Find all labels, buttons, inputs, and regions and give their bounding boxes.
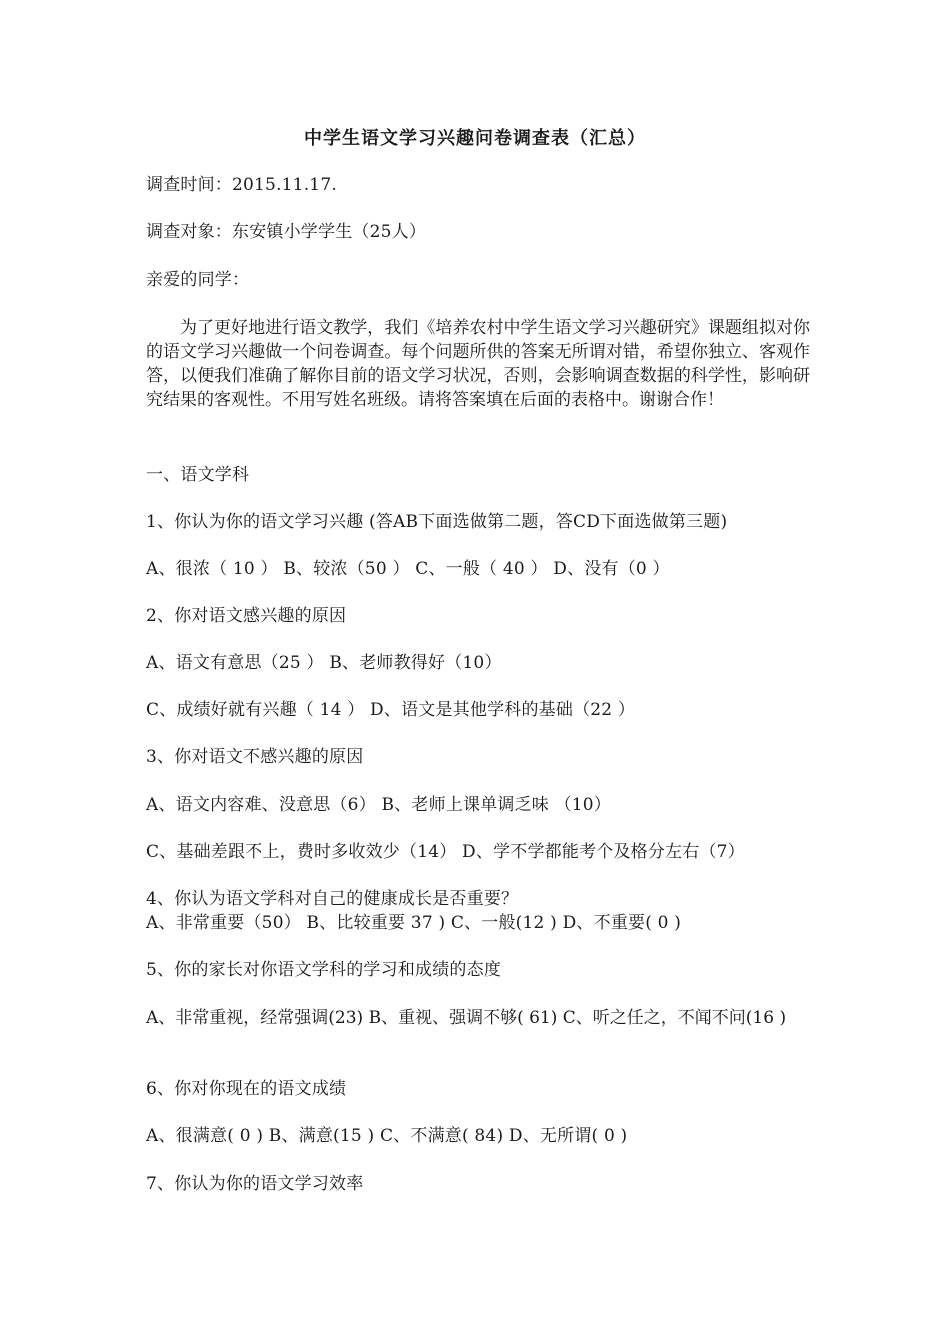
- question-5-options: A、非常重视，经常强调(23) B、重视、强调不够( 61) C、听之任之，不闻不问(16 ): [146, 1008, 787, 1028]
- question-2-options-2: C、成绩好就有兴趣（ 14 ） D、语文是其他学科的基础（22 ）: [146, 700, 636, 720]
- greeting: 亲爱的同学：: [146, 270, 250, 290]
- document-title: 中学生语文学习兴趣问卷调查表（汇总）: [304, 128, 646, 149]
- question-5: 5、你的家长对你语文学科的学习和成绩的态度: [146, 960, 502, 980]
- question-7: 7、你认为你的语文学习效率: [146, 1174, 364, 1194]
- question-2: 2、你对语文感兴趣的原因: [146, 606, 347, 626]
- intro-paragraph: 为了更好地进行语文教学，我们《培养农村中学生语文学习兴趣研究》课题组拟对你的语文学习兴趣做一个问卷调查。每个问题所供的答案无所谓对错，希望你独立、客观作答，以便我们准确了解你目前的语文学习状况，否则，会影响调查数据的科学性，影响研究结果的客观性。不用写姓名班级。请将答案填在后面的表格中。谢谢合作！: [146, 318, 810, 410]
- question-4-options: A、非常重要（50） B、比较重要 37 ) C、一般(12 ) D、不重要( 0 ): [146, 913, 682, 933]
- question-1-options: A、很浓（ 10 ） B、较浓（50 ） C、一般（ 40 ） D、没有（0 ）: [146, 559, 670, 579]
- survey-time: 调查时间：2015.11.17.: [146, 175, 337, 195]
- question-6-options: A、很满意( 0 ) B、满意(15 ) C、不满意( 84) D、无所谓( 0 ): [146, 1126, 628, 1146]
- question-3-options-2: C、基础差跟不上，费时多收效少（14） D、学不学都能考个及格分左右（7）: [146, 842, 745, 862]
- section-heading: 一、语文学科: [146, 465, 250, 485]
- survey-target: 调查对象：东安镇小学学生（25人）: [146, 222, 427, 242]
- question-2-options-1: A、语文有意思（25 ） B、老师教得好（10）: [146, 653, 502, 673]
- question-1: 1、你认为你的语文学习兴趣 (答AB下面选做第二题，答CD下面选做第三题): [146, 512, 728, 532]
- question-6: 6、你对你现在的语文成绩: [146, 1079, 347, 1099]
- question-3: 3、你对语文不感兴趣的原因: [146, 747, 364, 767]
- question-3-options-1: A、语文内容难、没意思（6） B、老师上课单调乏味 （10）: [146, 795, 612, 815]
- question-4: 4、你认为语文学科对自己的健康成长是否重要？: [146, 889, 519, 909]
